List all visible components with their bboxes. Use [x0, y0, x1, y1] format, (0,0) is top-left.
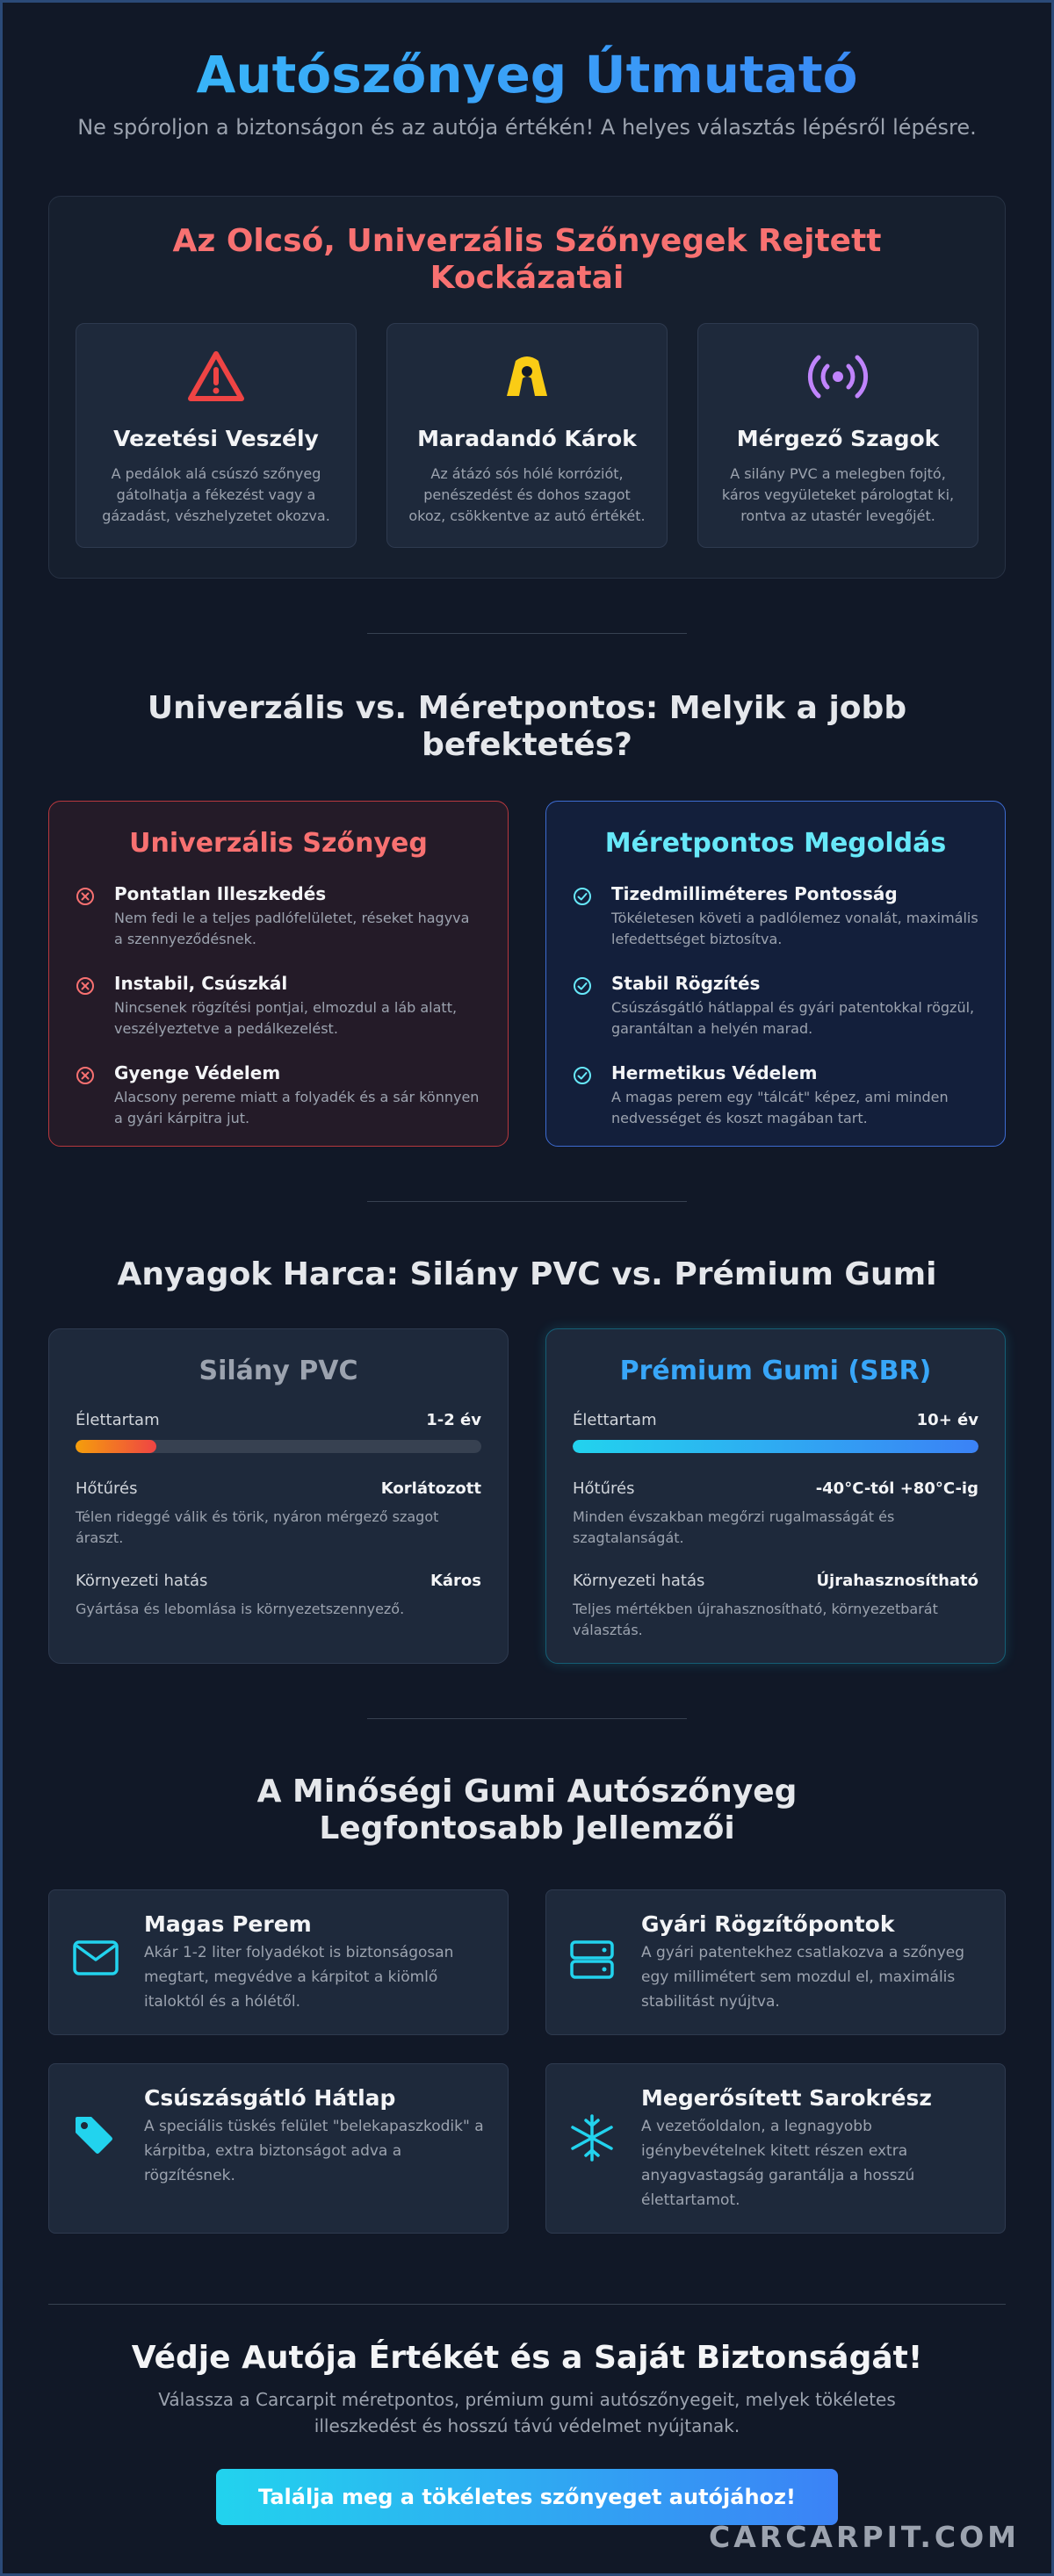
feature-title: Gyári Rögzítőpontok [641, 1911, 895, 1937]
rubber-title: Prémium Gumi (SBR) [619, 1356, 932, 1386]
feature-card [48, 2063, 509, 2234]
list-item [76, 883, 481, 950]
item-text: Tökéletesen követi a padlólemez vonalát, maximális lefedettséget biztosítva. [611, 910, 978, 947]
list-item [573, 883, 978, 950]
check-circle-icon [573, 1062, 611, 1129]
item-title: Hermetikus Védelem [611, 1062, 818, 1083]
env-note: Teljes mértékben újrahasznosítható, környezetbarát választás. [573, 1601, 938, 1638]
page-title: Autószőnyeg Útmutató [48, 41, 1006, 108]
heat-row [573, 1479, 978, 1498]
item-text: Csúszásgátló hátlappal és gyári patentokkal rögzül, garantáltan a helyén marad. [611, 999, 975, 1037]
item-text: Nem fedi le a teljes padlófelületet, réseket hagyva a szennyeződésnek. [114, 910, 470, 947]
item-text: A magas perem egy "tálcát" képez, ami minden nedvességet és koszt magában tart. [611, 1089, 949, 1126]
risk-title: Mérgező Szagok [736, 426, 940, 451]
divider [367, 633, 687, 634]
cta-text: Válassza a Carcarpit méretpontos, prémium gumi autószőnyegeit, melyek tökéletes illeszkedést és hosszú távú védelmet nyújtanak. [158, 2389, 896, 2436]
lifespan-value: 1-2 év [426, 1411, 481, 1429]
comparison-section [48, 690, 1006, 1147]
comparison-cards [48, 801, 1006, 1147]
custom-card [545, 801, 1006, 1147]
divider [367, 1718, 687, 1719]
risk-card [386, 323, 668, 548]
x-circle-icon [76, 883, 114, 950]
heat-note: Télen rideggé válik és törik, nyáron mérgező szagot áraszt. [76, 1508, 439, 1546]
features-section [48, 1774, 1006, 2234]
check-circle-icon [573, 973, 611, 1040]
feature-text: A vezetőoldalon, a legnagyobb igénybevételnek kitett részen extra anyagvastagság garantálja a hosszú élettartamot. [641, 2118, 915, 2209]
divider [48, 2304, 1006, 2305]
env-row [76, 1572, 481, 1590]
risks-panel [48, 196, 1006, 579]
risk-title: Vezetési Veszély [113, 426, 319, 451]
lifespan-bar-fill [573, 1440, 978, 1453]
item-title: Instabil, Csúszkál [114, 973, 288, 994]
feature-card [545, 1889, 1006, 2035]
lifespan-bar [76, 1440, 481, 1453]
page-subtitle: Ne spóroljon a biztonságon és az autója értékén! A helyes választás lépésről lépésre. [77, 115, 977, 140]
find-carpet-button[interactable]: Találja meg a tökéletes szőnyeget autójához! [216, 2469, 838, 2525]
pvc-title: Silány PVC [199, 1356, 358, 1386]
env-value: Újrahasznosítható [816, 1572, 978, 1590]
envelope-icon [72, 1911, 144, 2034]
env-value: Káros [430, 1572, 481, 1590]
x-circle-icon [76, 1062, 114, 1129]
risk-title: Maradandó Károk [417, 426, 637, 451]
tag-icon [72, 2085, 144, 2233]
snowflake-icon [569, 2085, 641, 2233]
cta-section [48, 2304, 1006, 2525]
item-text: Nincsenek rögzítési pontjai, elmozdul a láb alatt, veszélyeztetve a pedálkezelést. [114, 999, 458, 1037]
materials-cards [48, 1328, 1006, 1664]
feature-card [545, 2063, 1006, 2234]
risk-text: A pedálok alá csúszó szőnyeg gátolhatja a fékezést vagy a gázadást, vészhelyzetet okozva. [102, 465, 330, 524]
materials-title: Anyagok Harca: Silány PVC vs. Prémium Gumi [117, 1256, 937, 1292]
feature-card [48, 1889, 509, 2035]
heat-note: Minden évszakban megőrzi rugalmasságát és szagtalanságát. [573, 1508, 895, 1546]
env-label: Környezeti hatás [573, 1572, 705, 1590]
item-title: Tizedmilliméteres Pontosság [611, 883, 898, 904]
lifespan-row [76, 1411, 481, 1429]
universal-card [48, 801, 509, 1147]
lifespan-bar-fill [76, 1440, 156, 1453]
env-label: Környezeti hatás [76, 1572, 208, 1590]
feature-title: Megerősített Sarokrész [641, 2085, 932, 2111]
risk-text: Az átázó sós hólé korróziót, penészedést és dohos szagot okoz, csökkentve az autó értékét. [408, 465, 646, 524]
item-text: Alacsony pereme miatt a folyadék és a sár könnyen a gyári kárpitra jut. [114, 1089, 480, 1126]
lifespan-bar [573, 1440, 978, 1453]
custom-title: Méretpontos Megoldás [604, 828, 947, 859]
lifespan-row [573, 1411, 978, 1429]
list-item [573, 973, 978, 1040]
feature-title: Csúszásgátló Hátlap [144, 2085, 396, 2111]
hazard-icon [405, 349, 649, 405]
lifespan-label: Élettartam [573, 1411, 657, 1429]
list-item [573, 1062, 978, 1129]
feature-text: A speciális tüskés felület "belekapaszkodik" a kárpitba, extra biztonságot adva a rögzítésnek. [144, 2118, 484, 2184]
check-circle-icon [573, 883, 611, 950]
features-title: A Minőségi Gumi Autószőnyeg Legfontosabb Jellemzői [256, 1774, 798, 1846]
list-item [76, 973, 481, 1040]
heat-value: -40°C-tól +80°C-ig [815, 1479, 978, 1498]
rubber-card [545, 1328, 1006, 1664]
feature-text: A gyári patentekhez csatlakozva a szőnyeg egy millimétert sem mozdul el, maximális stabilitást nyújtva. [641, 1944, 965, 2011]
env-row [573, 1572, 978, 1590]
lifespan-label: Élettartam [76, 1411, 160, 1429]
heat-row [76, 1479, 481, 1498]
item-title: Gyenge Védelem [114, 1062, 281, 1083]
warning-triangle-icon [94, 349, 338, 405]
env-note: Gyártása és lebomlása is környezetszennyező. [76, 1601, 405, 1617]
feature-title: Magas Perem [144, 1911, 312, 1937]
comparison-title: Univerzális vs. Méretpontos: Melyik a jobb befektetés? [147, 690, 907, 763]
broadcast-icon [716, 349, 960, 405]
list-item [76, 1062, 481, 1129]
heat-label: Hőtűrés [76, 1479, 138, 1498]
hero [48, 3, 1006, 140]
risk-text: A silány PVC a melegben fojtó, káros vegyületeket párologtat ki, rontva az utastér levegőjét. [721, 465, 955, 524]
brand-watermark: CARCARPIT.COM [709, 2520, 1020, 2554]
universal-title: Univerzális Szőnyeg [129, 828, 428, 859]
lifespan-value: 10+ év [916, 1411, 978, 1429]
x-circle-icon [76, 973, 114, 1040]
risks-title: Az Olcsó, Univerzális Szőnyegek Rejtett Kockázatai [172, 223, 882, 296]
heat-value: Korlátozott [380, 1479, 481, 1498]
divider [367, 1201, 687, 1202]
cta-title: Védje Autója Értékét és a Saját Biztonságát! [131, 2340, 923, 2376]
features-grid [48, 1889, 1006, 2234]
pvc-card [48, 1328, 509, 1664]
item-title: Pontatlan Illeszkedés [114, 883, 327, 904]
risk-card [697, 323, 978, 548]
heat-label: Hőtűrés [573, 1479, 635, 1498]
feature-text: Akár 1-2 liter folyadékot is biztonságosan megtart, megvédve a kárpitot a kiömlő italoktól és a hólétől. [144, 1944, 454, 2011]
materials-section [48, 1256, 1006, 1664]
item-title: Stabil Rögzítés [611, 973, 761, 994]
risk-card [76, 323, 357, 548]
server-icon [569, 1911, 641, 2034]
risk-cards [76, 323, 978, 548]
